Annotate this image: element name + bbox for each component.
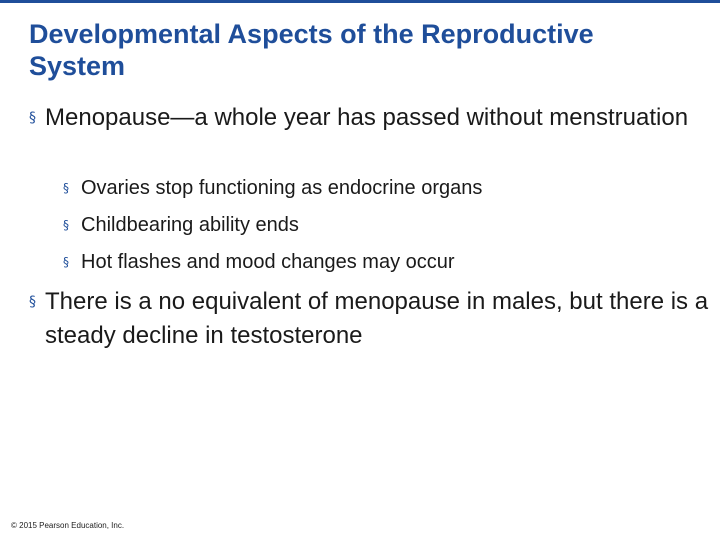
subbullet-childbearing bbox=[63, 212, 703, 238]
section-bullet-icon: § bbox=[63, 255, 69, 269]
section-bullet-icon: § bbox=[63, 218, 69, 232]
section-bullet-icon: § bbox=[63, 181, 69, 195]
slide-title-line-1: Developmental Aspects of the Reproductive bbox=[29, 19, 594, 49]
subbullet-ovaries bbox=[63, 175, 703, 201]
subbullet-text: Hot flashes and mood changes may occur bbox=[81, 251, 455, 273]
section-bullet-icon: § bbox=[29, 110, 36, 126]
subbullet-text: Childbearing ability ends bbox=[81, 214, 299, 236]
section-bullet-icon: § bbox=[29, 294, 36, 310]
bullet-text: There is a no equivalent of menopause in males, but there is a steady decline in testosterone bbox=[45, 288, 709, 349]
subbullet-text: Ovaries stop functioning as endocrine organs bbox=[81, 177, 483, 199]
copyright-footer: © 2015 Pearson Education, Inc. bbox=[11, 521, 125, 530]
slide-title-line-2: System bbox=[29, 51, 126, 81]
bullet-males bbox=[29, 285, 709, 353]
bullet-text: Menopause—a whole year has passed without menstruation bbox=[45, 104, 689, 131]
slide-title bbox=[29, 18, 709, 82]
top-accent-rule bbox=[0, 0, 720, 3]
subbullet-hot-flashes bbox=[63, 249, 703, 275]
bullet-menopause bbox=[29, 101, 709, 135]
